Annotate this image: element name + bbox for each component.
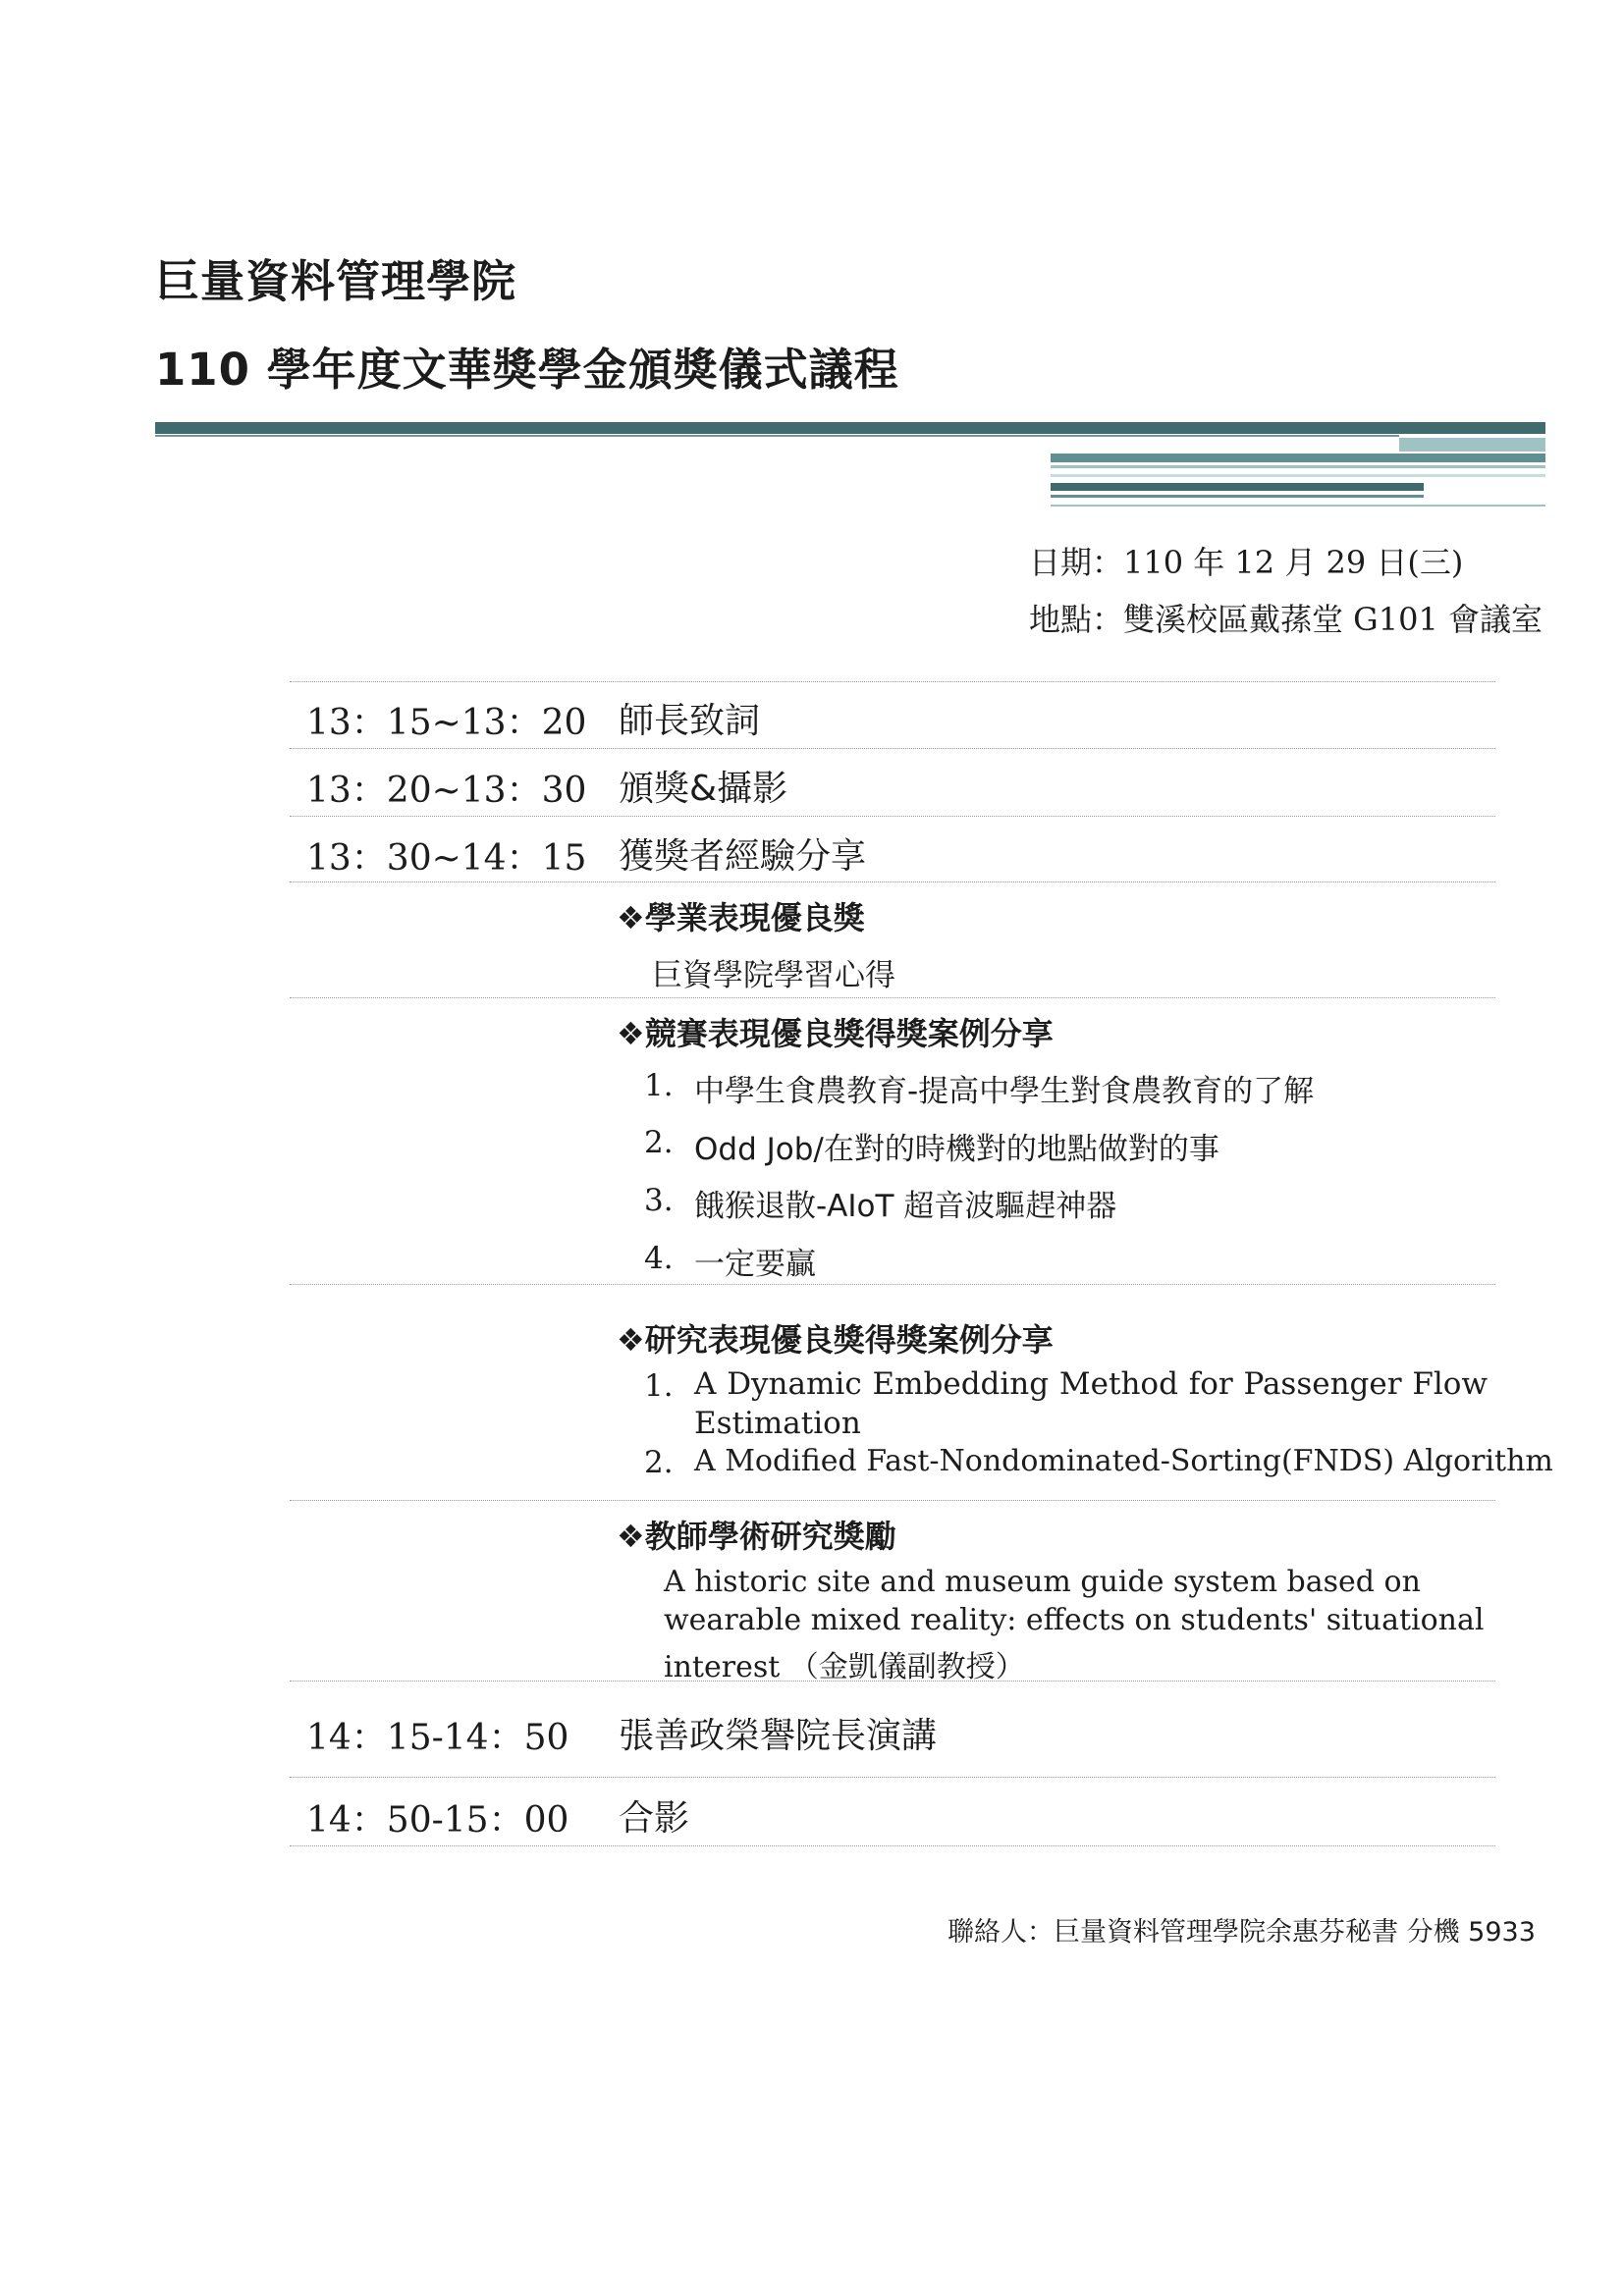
faculty-line: A historic site and museum guide system based on xyxy=(664,1565,1421,1599)
section-text: 巨資學院學習心得 xyxy=(652,958,895,993)
agenda-item: 合影 xyxy=(619,1798,690,1839)
agenda-time: 13：15~13：20 xyxy=(306,703,587,743)
faculty-line: wearable mixed reality: effects on students' situational xyxy=(664,1603,1485,1637)
event-date: 日期：110 年 12 月 29 日(三) xyxy=(1029,544,1464,581)
event-venue: 地點：雙溪校區戴蓀堂 G101 會議室 xyxy=(1029,601,1543,638)
section-heading: ❖教師學術研究獎勵 xyxy=(617,1518,896,1555)
agenda-time: 14：15-14：50 xyxy=(306,1718,569,1758)
section-heading: ❖研究表現優良獎得獎案例分享 xyxy=(617,1321,1054,1359)
agenda-item: 獲獎者經驗分享 xyxy=(619,836,867,877)
agenda-item: 師長致詞 xyxy=(619,701,761,741)
org-name: 巨量資料管理學院 xyxy=(155,255,517,307)
section-heading: ❖競賽表現優良獎得獎案例分享 xyxy=(617,1015,1054,1052)
agenda-time: 13：30~14：15 xyxy=(306,838,587,879)
contact-info: 聯絡人：巨量資料管理學院余惠芬秘書 分機 5933 xyxy=(947,1917,1536,1948)
faculty-line: interest （金凱儀副教授） xyxy=(664,1650,1025,1684)
agenda-item: 張善政榮譽院長演講 xyxy=(619,1716,938,1756)
agenda-time: 13：20~13：30 xyxy=(306,771,587,811)
section-heading: ❖學業表現優良獎 xyxy=(617,899,865,936)
agenda-item: 頒獎&攝影 xyxy=(619,769,788,809)
agenda-time: 14：50-15：00 xyxy=(306,1800,569,1841)
page-title: 110 學年度文華獎學金頒獎儀式議程 xyxy=(155,344,899,396)
